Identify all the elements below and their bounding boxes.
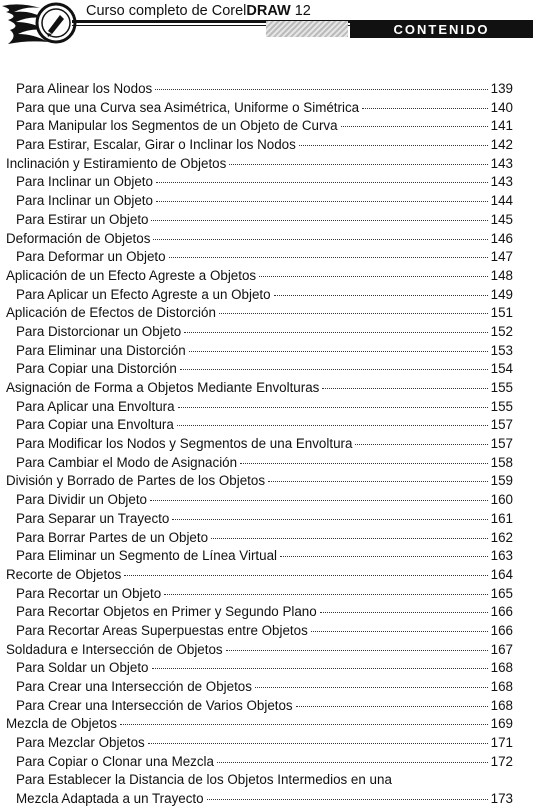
toc-subsection-entry (0, 173, 513, 192)
toc-section-entry (0, 304, 513, 323)
toc-entry-page: 139 (490, 81, 513, 96)
toc-entry-page: 168 (490, 697, 513, 713)
toc-entry-page: 168 (490, 679, 513, 694)
toc-entry-title: Para Crear una Intersección de Varios Objetos (16, 697, 293, 713)
toc-entry-page: 143 (490, 174, 513, 190)
toc-entry-title: Para Soldar un Objeto (16, 660, 149, 676)
toc-subsection-entry (0, 211, 513, 230)
toc-entry-page: 158 (490, 454, 513, 470)
dot-leader (296, 706, 488, 707)
toc-entry-title: Para Eliminar una Distorción (16, 342, 186, 358)
toc-entry-page: 155 (490, 398, 513, 414)
dot-leader (151, 220, 487, 221)
toc-subsection-entry (0, 585, 513, 604)
toc-entry-title: Para Recortar Areas Superpuestas entre Objetos (16, 622, 308, 638)
toc-subsection-entry (0, 360, 513, 379)
dot-leader (156, 182, 488, 183)
toc-subsection-entry (0, 753, 513, 772)
dot-leader (355, 444, 487, 445)
toc-subsection-entry (0, 678, 513, 697)
toc-entry-title: Para Establecer la Distancia de los Objetos Intermedios en una (16, 772, 392, 788)
dot-leader (229, 164, 487, 165)
page-header (0, 0, 533, 46)
toc-subsection-entry (0, 248, 513, 267)
toc-entry-title: Para Deformar un Objeto (16, 249, 166, 265)
toc-entry-page: 166 (490, 604, 513, 620)
toc-subsection-entry (0, 323, 513, 342)
dot-leader (226, 650, 488, 651)
dot-leader (341, 126, 488, 127)
toc-entry-page: 173 (490, 790, 513, 806)
dot-leader (124, 575, 487, 576)
dot-leader (268, 481, 488, 482)
toc-entry-page: 146 (490, 230, 513, 246)
toc-section-entry (0, 267, 513, 286)
toc-entry-title: Para Aplicar una Envoltura (16, 398, 175, 414)
toc-entry-title: Aplicación de un Efecto Agreste a Objetos (6, 267, 257, 283)
dot-leader (153, 239, 487, 240)
toc-entry-title: Para Distorcionar un Objeto (16, 323, 182, 339)
toc-entry-page: 157 (490, 436, 513, 452)
dot-leader (299, 145, 488, 146)
toc-entry-page: 160 (490, 492, 513, 508)
toc-entry-title: Mezcla de Objetos (6, 716, 117, 732)
section-label: CONTENIDO (350, 20, 533, 38)
toc-entry-page: 151 (490, 305, 513, 321)
toc-subsection-entry (0, 771, 513, 808)
toc-entry-title: Para Estirar, Escalar, Girar o Inclinar los Nodos (16, 137, 296, 153)
dot-leader (180, 369, 488, 370)
toc-entry-page: 143 (490, 155, 513, 171)
toc-entry-title: Para Recortar Objetos en Primer y Segundo Plano (16, 604, 317, 620)
dot-leader (255, 687, 488, 688)
toc-entry-page: 163 (490, 548, 513, 564)
toc-entry-page: 144 (490, 193, 513, 209)
toc-subsection-entry (0, 416, 513, 435)
toc-entry-title: Asignación de Forma a Objetos Mediante Envolturas (6, 380, 320, 395)
flame-swirl-logo-icon (0, 0, 78, 46)
dot-leader (362, 108, 488, 109)
toc-section-entry (0, 230, 513, 249)
toc-entry-page: 166 (490, 622, 513, 638)
toc-section-entry (0, 641, 513, 660)
toc-subsection-entry (0, 117, 513, 136)
dot-leader (219, 313, 488, 314)
toc-entry-title: Para Manipular los Segmentos de un Objeto de Curva (16, 118, 338, 134)
book-title: Curso completo de CorelDRAW 12 (86, 3, 311, 19)
dot-leader (164, 594, 488, 595)
dot-leader (169, 257, 488, 258)
toc-subsection-entry (0, 435, 513, 454)
dot-leader (156, 201, 488, 202)
toc-entry-page: 168 (490, 660, 513, 676)
dot-leader (184, 332, 487, 333)
toc-subsection-entry (0, 491, 513, 510)
header-texture (266, 21, 348, 37)
dot-leader (217, 762, 488, 763)
toc-entry-page: 145 (490, 211, 513, 227)
toc-entry-title: Para Alinear los Nodos (16, 81, 153, 96)
toc-entry-page: 167 (490, 641, 513, 657)
toc-entry-page: 142 (490, 137, 513, 153)
toc-entry-title: Recorte de Objetos (6, 566, 122, 582)
toc-entry-page: 171 (490, 735, 513, 751)
toc-section-entry (0, 566, 513, 585)
toc-entry-title: Para Modificar los Nodos y Segmentos de una Envoltura (16, 436, 353, 452)
toc-entry-page: 162 (490, 529, 513, 545)
table-of-contents (0, 80, 533, 808)
toc-entry-page: 157 (490, 417, 513, 433)
toc-entry-page: 172 (490, 753, 513, 769)
toc-entry-page: 147 (490, 249, 513, 265)
toc-entry-page: 161 (490, 510, 513, 526)
toc-subsection-entry (0, 510, 513, 529)
dot-leader (280, 556, 488, 557)
toc-entry-title: Para Eliminar un Segmento de Línea Virtual (16, 548, 278, 564)
toc-entry-page: 164 (490, 566, 513, 582)
dot-leader (320, 612, 488, 613)
toc-entry-page: 169 (490, 716, 513, 732)
toc-entry-title: Para Dividir un Objeto (16, 492, 147, 508)
toc-entry-title: Para Borrar Partes de un Objeto (16, 529, 209, 545)
dot-leader (177, 425, 488, 426)
toc-subsection-entry (0, 659, 513, 678)
toc-subsection-entry (0, 80, 513, 99)
toc-subsection-entry (0, 454, 513, 473)
toc-entry-page: 149 (490, 286, 513, 302)
toc-entry-title: Para Estirar un Objeto (16, 211, 149, 227)
dot-leader (274, 295, 488, 296)
toc-subsection-entry (0, 697, 513, 716)
toc-entry-title: Para Separar un Trayecto (16, 510, 170, 526)
toc-entry-page: 155 (490, 380, 513, 395)
toc-entry-title: Aplicación de Efectos de Distorción (6, 305, 216, 321)
toc-entry-title: Para Inclinar un Objeto (16, 174, 153, 190)
toc-entry-title: Para Recortar un Objeto (16, 585, 162, 601)
toc-subsection-entry (0, 136, 513, 155)
toc-subsection-entry (0, 734, 513, 753)
dot-leader (211, 538, 488, 539)
toc-section-entry (0, 379, 513, 398)
toc-entry-title: Para Copiar o Clonar una Mezcla (16, 753, 214, 769)
dot-leader (150, 500, 488, 501)
toc-entry-title: Para Copiar una Envoltura (16, 417, 174, 433)
toc-entry-page: 154 (490, 361, 513, 377)
toc-entry-title: Para que una Curva sea Asimétrica, Uniforme o Simétrica (16, 99, 360, 115)
toc-subsection-entry (0, 603, 513, 622)
dot-leader (155, 89, 487, 90)
toc-entry-page: 159 (490, 473, 513, 489)
dot-leader (259, 276, 488, 277)
toc-entry-page: 165 (490, 585, 513, 601)
toc-entry-page: 141 (490, 118, 513, 134)
dot-leader (120, 724, 488, 725)
toc-entry-title: Para Aplicar un Efecto Agreste a un Objeto (16, 286, 271, 302)
toc-section-entry (0, 155, 513, 174)
toc-subsection-entry (0, 398, 513, 417)
toc-entry-title: Deformación de Objetos (6, 230, 151, 246)
toc-entry-page: 148 (490, 267, 513, 283)
toc-entry-title: Para Crear una Intersección de Objetos (16, 679, 252, 694)
toc-section-entry (0, 472, 513, 491)
toc-entry-page: 140 (490, 99, 513, 115)
toc-entry-title: División y Borrado de Partes de los Objetos (6, 473, 266, 489)
toc-entry-title: Para Inclinar un Objeto (16, 193, 153, 209)
dot-leader (189, 351, 488, 352)
dot-leader (322, 388, 487, 389)
toc-subsection-entry (0, 547, 513, 566)
toc-entry-page: 153 (490, 342, 513, 358)
toc-entry-title: Para Copiar una Distorción (16, 361, 177, 377)
toc-entry-title-continued: Mezcla Adaptada a un Trayecto (16, 790, 204, 806)
toc-entry-title: Para Mezclar Objetos (16, 735, 145, 751)
dot-leader (311, 631, 488, 632)
toc-subsection-entry (0, 192, 513, 211)
toc-subsection-entry (0, 622, 513, 641)
toc-entry-title: Para Cambiar el Modo de Asignación (16, 454, 238, 470)
toc-subsection-entry (0, 286, 513, 305)
toc-entry-title: Inclinación y Estiramiento de Objetos (6, 155, 227, 171)
toc-subsection-entry (0, 99, 513, 118)
dot-leader (148, 743, 488, 744)
dot-leader (178, 407, 488, 408)
toc-subsection-entry (0, 529, 513, 548)
toc-section-entry (0, 715, 513, 734)
toc-subsection-entry (0, 342, 513, 361)
dot-leader (152, 668, 488, 669)
toc-entry-page: 152 (490, 323, 513, 339)
dot-leader (240, 463, 488, 464)
dot-leader (172, 519, 487, 520)
toc-entry-title: Soldadura e Intersección de Objetos (6, 641, 223, 657)
